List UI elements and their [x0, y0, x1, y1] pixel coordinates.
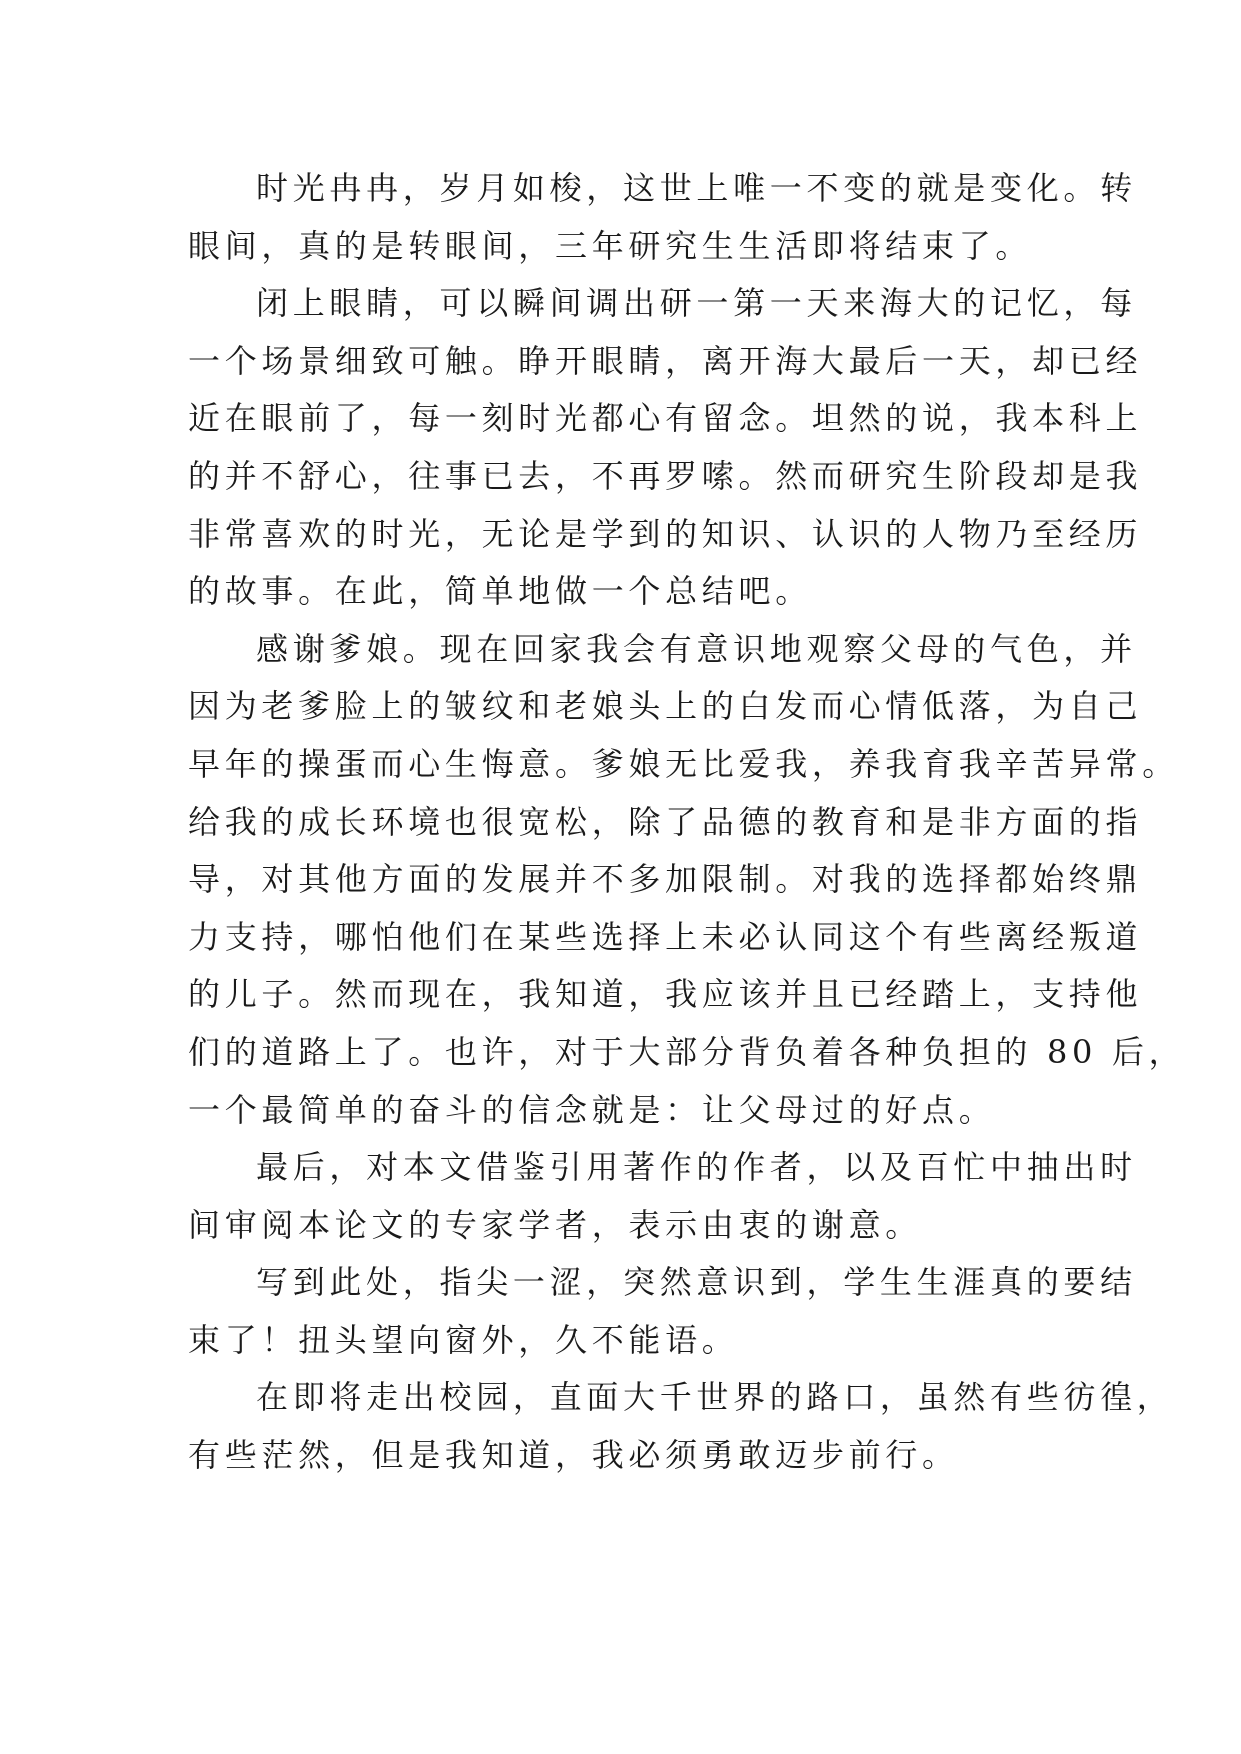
paragraph-line: 力支持，哪怕他们在某些选择上未必认同这个有些离经叛道: [188, 917, 1143, 956]
paragraph-line: 给我的成长环境也很宽松，除了品德的教育和是非方面的指: [188, 802, 1143, 841]
paragraph-line: 一个最简单的奋斗的信念就是：让父母过的好点。: [188, 1090, 996, 1129]
paragraph-line: 在即将走出校园，直面大千世界的路口，虽然有些彷徨，: [256, 1378, 1174, 1417]
paragraph-thanks-parents: [188, 621, 1186, 1139]
text-body: [188, 160, 1186, 1485]
paragraph-end-of-student-life: [188, 1254, 1137, 1369]
paragraph-line: 闭上眼睛，可以瞬间调出研一第一天来海大的记忆，每: [256, 284, 1137, 323]
paragraph-line: 一个场景细致可触。睁开眼睛，离开海大最后一天，却已经: [188, 341, 1143, 380]
paragraph-line: 间审阅本论文的专家学者，表示由衷的谢意。: [188, 1205, 923, 1244]
paragraph-line: 的儿子。然而现在，我知道，我应该并且已经踏上，支持他: [188, 975, 1143, 1014]
paragraph-line: 非常喜欢的时光，无论是学到的知识、认识的人物乃至经历: [188, 514, 1143, 553]
paragraph-line: 因为老爹脸上的皱纹和老娘头上的白发而心情低落，为自己: [188, 687, 1143, 726]
paragraph-time-flies: [188, 160, 1137, 275]
paragraph-line: 眼间，真的是转眼间，三年研究生生活即将结束了。: [188, 226, 1033, 265]
paragraph-thanks-authors: [188, 1139, 1137, 1254]
paragraph-line: 时光冉冉，岁月如梭，这世上唯一不变的就是变化。转: [256, 169, 1137, 207]
paragraph-line: 近在眼前了，每一刻时光都心有留念。坦然的说，我本科上: [188, 399, 1143, 438]
paragraph-line: 导，对其他方面的发展并不多加限制。对我的选择都始终鼎: [188, 860, 1143, 899]
paragraph-line: 们的道路上了。也许，对于大部分背负着各种负担的 80 后，: [188, 1032, 1186, 1071]
paragraph-line: 有些茫然，但是我知道，我必须勇敢迈步前行。: [188, 1436, 959, 1475]
paragraph-line: 的并不舒心，往事已去，不再罗嗦。然而研究生阶段却是我: [188, 456, 1143, 495]
paragraph-moving-forward: [188, 1369, 1174, 1484]
paragraph-line: 感谢爹娘。现在回家我会有意识地观察父母的气色，并: [256, 629, 1137, 668]
paragraph-line: 最后，对本文借鉴引用著作的作者，以及百忙中抽出时: [256, 1148, 1137, 1187]
paragraph-memories: [188, 275, 1143, 621]
paragraph-line: 的故事。在此，简单地做一个总结吧。: [188, 572, 812, 611]
paragraph-line: 早年的操蛋而心生悔意。爹娘无比爱我，养我育我辛苦异常。: [188, 744, 1179, 783]
paragraph-line: 束了！扭头望向窗外，久不能语。: [188, 1320, 739, 1359]
paragraph-line: 写到此处，指尖一涩，突然意识到，学生生涯真的要结: [256, 1263, 1137, 1302]
